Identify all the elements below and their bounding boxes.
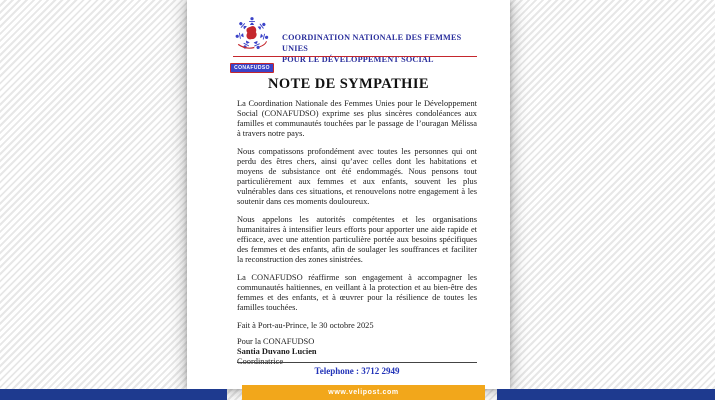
org-logo	[228, 16, 276, 74]
footer-website-bar	[242, 385, 485, 400]
footer-divider	[237, 362, 477, 363]
note-title: NOTE DE SYMPATHIE	[268, 76, 429, 92]
header-divider	[233, 56, 477, 57]
conafudso-emblem-icon	[229, 16, 275, 56]
letter-page	[187, 0, 510, 389]
org-name	[282, 32, 487, 65]
website-text: www.velipost.com	[328, 389, 399, 396]
footer-bar-right	[497, 389, 715, 400]
footer-bar-left	[0, 389, 227, 400]
signatory-name: Santia Duvano Lucien	[237, 347, 317, 356]
body-paragraph: Nous appelons les autorités compétentes et les organisations humanitaires à intensifier leurs efforts pour apporter une aide rapide et efficace, avec une attention particulière portée aux besoins spécifiques des femmes et des enfants, afin de soulager les souffrances et faciliter la reconstruction des zones sinistrées.	[237, 215, 477, 264]
org-name-line2: POUR LE DÉVELOPPEMENT SOCIAL	[282, 55, 434, 64]
letter-body	[237, 99, 477, 367]
phone-line: Telephone : 3712 2949	[314, 366, 400, 376]
signature-intro: Pour la CONAFUDSO	[237, 337, 315, 346]
body-paragraph: Nous compatissons profondément avec toutes les personnes qui ont perdu des êtres chers, ainsi qu’avec celles dont les habitations et moyens de subsistance ont été endommagés. Nous pensons tout particulièrement aux femmes et aux enfants, souvent les plus vulnérables dans ces situations, et renouvelons notre engagement à les soutenir dans ces moments douloureux.	[237, 147, 477, 206]
signatory-role: Coordinatrice	[237, 357, 284, 366]
body-paragraph: La Coordination Nationale des Femmes Unies pour le Développement Social (CONAFUDSO) exprime ses plus sincères condoléances aux familles et communautés touchées par le passage de l’ouragan Mélissa à travers notre pays.	[237, 99, 477, 138]
org-name-line1: COORDINATION NATIONALE DES FEMMES UNIES	[282, 33, 462, 53]
dateline: Fait à Port-au-Prince, le 30 octobre 2025	[237, 321, 374, 330]
body-paragraph: La CONAFUDSO réaffirme son engagement à accompagner les communautés haïtiennes, en veillant à la protection et au bien-être des femmes et des enfants, et à œuvrer pour la résilience de toutes les familles touchées.	[237, 273, 477, 312]
logo-badge: CONAFUDSO	[230, 63, 274, 73]
